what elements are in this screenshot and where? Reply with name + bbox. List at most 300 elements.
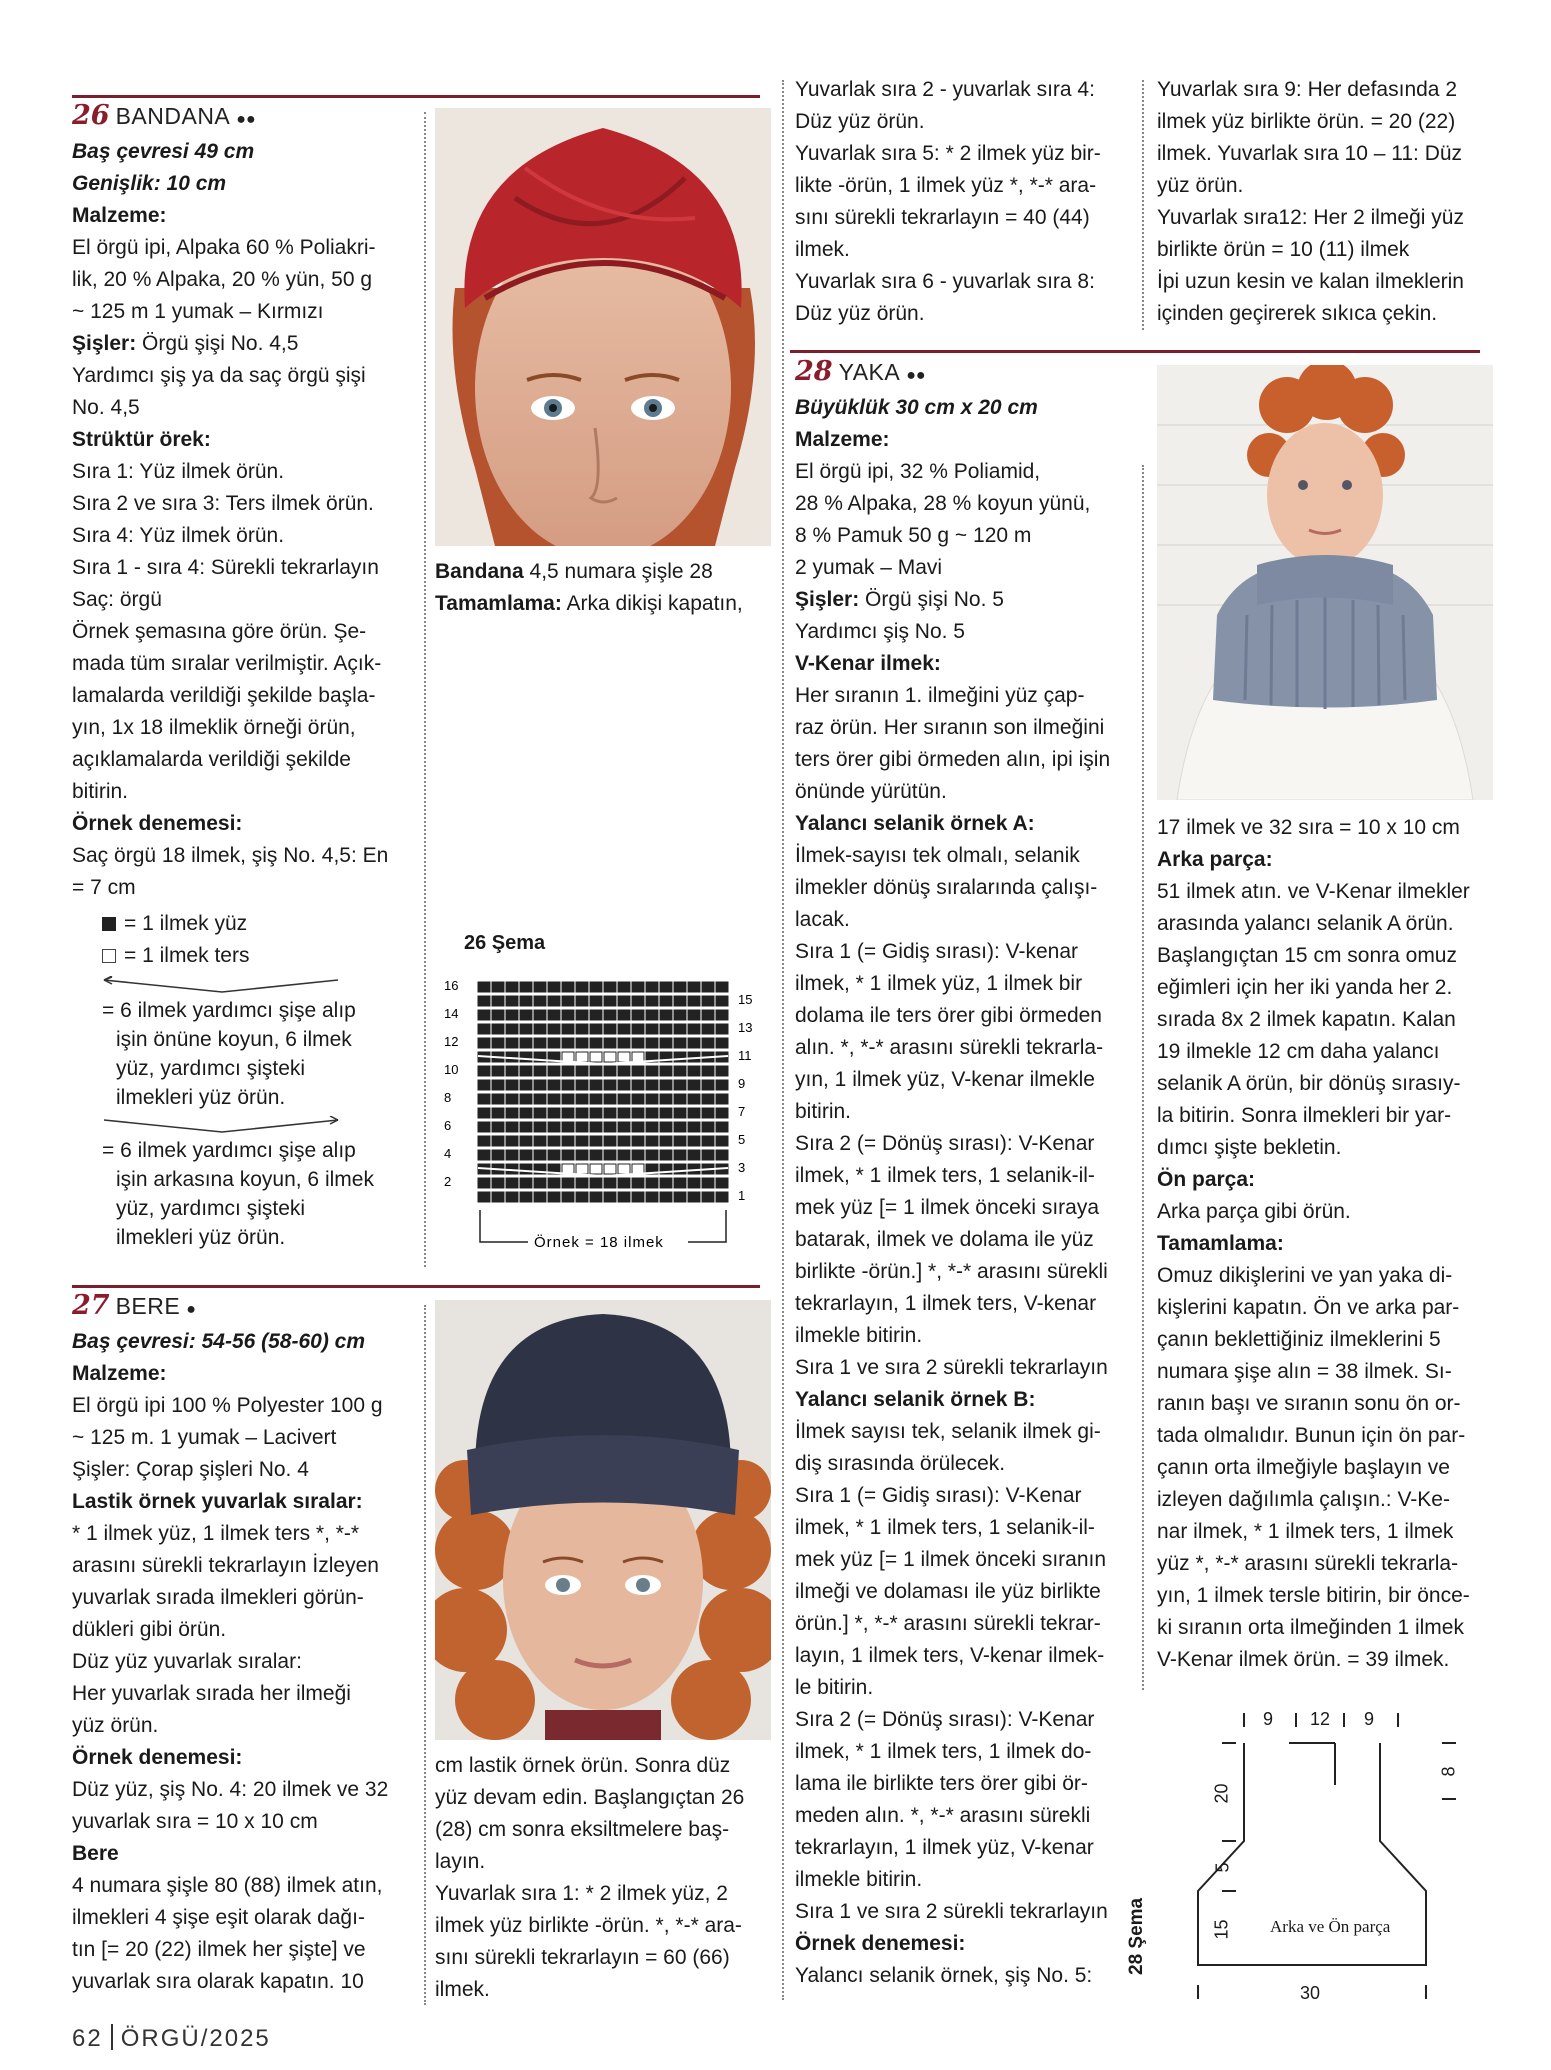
chart-cell — [702, 996, 714, 1006]
text-line: izleyen dağılımla çalışın.: V-Ke- — [1157, 1488, 1450, 1511]
chart-cell — [660, 1094, 672, 1104]
chart-cell — [576, 1052, 588, 1062]
text-line: ki sıranın orta ilmeğinden 1 ilmek — [1157, 1616, 1464, 1639]
text-line: raz örün. Her sıranın son ilmeğini — [795, 716, 1105, 739]
text-line: tın [= 20 (22) ilmek her şişte] ve — [72, 1938, 366, 1961]
text-line — [435, 556, 771, 588]
chart-cell — [534, 1066, 546, 1076]
text-line: 8 % Pamuk 50 g ~ 120 m — [795, 524, 1032, 547]
chart-cell — [660, 1080, 672, 1090]
text-line: çanın orta ilmeğiyle başlayın ve — [1157, 1456, 1450, 1479]
chart-cell — [534, 1094, 546, 1104]
section-28-header — [795, 356, 1135, 392]
row-label-right: 7 — [738, 1104, 746, 1119]
chart-cell — [492, 1108, 504, 1118]
chart-cell — [604, 1038, 616, 1048]
text-line: Büyüklük 30 cm x 20 cm — [795, 396, 1038, 419]
chart-cell — [632, 1150, 644, 1160]
schema-28 — [1126, 1705, 1468, 2015]
text-line: Yuvarlak sıra 2 - yuvarlak sıra 4: — [795, 78, 1095, 101]
text-line: ters örer gibi örmeden alın, ipi işin — [795, 748, 1111, 771]
chart-cell — [576, 1150, 588, 1160]
chart-cell — [632, 1038, 644, 1048]
chart-cell — [590, 1066, 602, 1076]
chart-cell — [506, 1192, 518, 1202]
chart-cell — [506, 1066, 518, 1076]
chart-cell — [660, 1150, 672, 1160]
chart-cell — [646, 1178, 658, 1188]
label: Şişler: — [795, 588, 860, 611]
chart-cell — [590, 1164, 602, 1174]
chart-cell — [674, 1080, 686, 1090]
legend-text-line: ilmekleri yüz örün. — [116, 1226, 286, 1249]
text-line: Örnek şemasına göre örün. Şe- — [72, 620, 367, 643]
text-line: Malzeme: — [72, 1362, 167, 1385]
text-line: V-Kenar ilmek örün. = 39 ilmek. — [1157, 1648, 1450, 1671]
chart-cell — [702, 1150, 714, 1160]
legend-text-line: yüz, yardımcı şişteki — [116, 1197, 306, 1220]
row-label-left: 12 — [444, 1034, 459, 1049]
chart-cell — [576, 1024, 588, 1034]
text-line: Sıra 1 ve sıra 2 sürekli tekrarlayın — [795, 1356, 1108, 1379]
chart-cell — [590, 1108, 602, 1118]
chart-cell — [520, 1080, 532, 1090]
schema-28-drawing — [1168, 1705, 1468, 2015]
text-line: Malzeme: — [795, 428, 890, 451]
chart-26-grid — [440, 966, 775, 1256]
chart-cell — [660, 982, 672, 992]
text-line: İlmek sayısı tek, selanik ilmek gi- — [795, 1420, 1101, 1443]
row-label-left: 10 — [444, 1062, 459, 1077]
text-line: Saç örgü 18 ilmek, şiş No. 4,5: En — [72, 844, 389, 867]
chart-cell — [548, 1122, 560, 1132]
chart-cell — [646, 1038, 658, 1048]
chart-cell — [562, 1122, 574, 1132]
chart-cell — [590, 1192, 602, 1202]
chart-cell — [660, 1178, 672, 1188]
chart-cell — [646, 1150, 658, 1160]
chart-cell — [478, 1178, 490, 1188]
schema-top-left: 9 — [1263, 1709, 1274, 1729]
chart-cell — [674, 1150, 686, 1160]
chart-cell — [478, 1108, 490, 1118]
chart-cell — [660, 1024, 672, 1034]
section-number: 28 — [795, 356, 833, 387]
row-label-left: 16 — [444, 978, 459, 993]
chart-cell — [492, 982, 504, 992]
chart-cell — [716, 1136, 728, 1146]
row-label-left: 8 — [444, 1090, 452, 1105]
text-line: ilmek yüz birlikte -örün. *, *-* ara- — [435, 1914, 742, 1937]
text-line: batarak, ilmek ve dolama ile yüz — [795, 1228, 1094, 1251]
text-line: İlmek-sayısı tek olmalı, selanik — [795, 844, 1080, 867]
chart-cell — [674, 1038, 686, 1048]
magazine-name: ÖRGÜ/2025 — [120, 2025, 271, 2052]
chart-26-title: 26 Şema — [464, 932, 546, 954]
column-divider-5 — [1142, 465, 1144, 1690]
chart-cell — [548, 1108, 560, 1118]
text-line: = 7 cm — [72, 876, 136, 899]
rule-26 — [72, 95, 760, 98]
chart-cell — [646, 1094, 658, 1104]
chart-cell — [590, 1122, 602, 1132]
chart-cell — [534, 1136, 546, 1146]
chart-cell — [562, 996, 574, 1006]
chart-cell — [562, 1108, 574, 1118]
text-line: selanik A örün, bir dönüş sırasıy- — [1157, 1072, 1461, 1095]
chart-cell — [604, 1192, 616, 1202]
page-number: 62 — [72, 2025, 103, 2052]
text-line: Yalancı selanik örnek A: — [795, 812, 1035, 835]
text-line: ilmek. — [435, 1978, 490, 2001]
chart-cell — [702, 1038, 714, 1048]
row-label-right: 5 — [738, 1132, 746, 1147]
chart-cell — [520, 1010, 532, 1020]
chart-cell — [520, 1024, 532, 1034]
chart-cell — [632, 1136, 644, 1146]
text-line: çanın beklettiğiniz ilmeklerini 5 — [1157, 1328, 1441, 1351]
text-line: meden alın. *, *-* arasını sürekli — [795, 1804, 1091, 1827]
chart-cell — [548, 1150, 560, 1160]
chart-cell — [604, 1150, 616, 1160]
section-27-text — [72, 1290, 412, 1998]
text-line: Yuvarlak sıra12: Her 2 ilmeği yüz — [1157, 206, 1464, 229]
chart-cell — [688, 1094, 700, 1104]
row-label-left: 4 — [444, 1146, 452, 1161]
text-line: Sıra 1: Yüz ilmek örün. — [72, 460, 285, 483]
text-line: cm lastik örnek örün. Sonra düz — [435, 1754, 731, 1777]
chart-cell — [632, 1024, 644, 1034]
chart-cell — [534, 1122, 546, 1132]
chart-cell — [492, 1038, 504, 1048]
text-line: Arka parça: — [1157, 848, 1273, 871]
text-line: Sıra 1 (= Gidiş sırası): V-kenar — [795, 940, 1079, 963]
chart-cell — [632, 1052, 644, 1062]
chart-cell — [492, 1010, 504, 1020]
chart-cell — [534, 982, 546, 992]
text-line: la bitirin. Sonra ilmekleri bir yar- — [1157, 1104, 1452, 1127]
chart-cell — [688, 1178, 700, 1188]
chart-cell — [716, 996, 728, 1006]
text-line: ~ 125 m. 1 yumak – Lacivert — [72, 1426, 337, 1449]
text-line: birlikte -örün.] *, *-* arasını sürekli — [795, 1260, 1108, 1283]
legend-text-line: işin önüne koyun, 6 ilmek — [116, 1028, 352, 1051]
chart-cell — [604, 1094, 616, 1104]
text-line: bitirin. — [795, 1100, 852, 1123]
text-line: birlikte örün = 10 (11) ilmek — [1157, 238, 1410, 261]
chart-cell — [478, 1038, 490, 1048]
chart-cell — [688, 1136, 700, 1146]
chart-cell — [716, 1192, 728, 1202]
section-title: YAKA — [838, 359, 901, 385]
chart-cell — [674, 982, 686, 992]
text-line: nar ilmek, * 1 ilmek ters, 1 ilmek — [1157, 1520, 1454, 1543]
chart-cell — [520, 1066, 532, 1076]
text-line: Düz yüz yuvarlak sıralar: — [72, 1650, 302, 1673]
chart-cell — [548, 1192, 560, 1202]
text-line: Baş çevresi: 54-56 (58-60) cm — [72, 1330, 366, 1353]
text-line: ilmekle bitirin. — [795, 1324, 923, 1347]
section-title: BANDANA — [115, 103, 231, 129]
chart-cell — [702, 1094, 714, 1104]
chart-cell — [492, 996, 504, 1006]
chart-cell — [548, 1066, 560, 1076]
text-line: El örgü ipi 100 % Polyester 100 g — [72, 1394, 383, 1417]
row-label-left: 2 — [444, 1174, 452, 1189]
schema-left-mid: 5 — [1212, 1862, 1233, 1873]
chart-cell — [674, 1108, 686, 1118]
section-27-body — [72, 1326, 412, 1998]
text-line: ilmek, * 1 ilmek ters, 1 selanik-il- — [795, 1516, 1095, 1539]
chart-cell — [506, 1080, 518, 1090]
chart-cell — [478, 1066, 490, 1076]
chart-cell — [618, 1038, 630, 1048]
text-line: Örnek denemesi: — [795, 1932, 966, 1955]
chart-cell — [674, 1052, 686, 1062]
schema-28-title: 28 Şema — [1126, 1897, 1147, 1975]
text-line: 2 yumak – Mavi — [795, 556, 943, 579]
chart-cell — [478, 1150, 490, 1160]
text-line: mek yüz [= 1 ilmek önceki sıraya — [795, 1196, 1100, 1219]
chart-cell — [660, 1122, 672, 1132]
text-line: Yuvarlak sıra 1: * 2 ilmek yüz, 2 — [435, 1882, 728, 1905]
chart-cell — [674, 1010, 686, 1020]
text-line: ilmekleri 4 şişe eşit olarak dağı- — [72, 1906, 365, 1929]
cable-back-symbol — [102, 1116, 342, 1136]
text-line: 28 % Alpaka, 28 % koyun yünü, — [795, 492, 1091, 515]
chart-cell — [632, 996, 644, 1006]
chart-cell — [590, 1024, 602, 1034]
text-line: No. 4,5 — [72, 396, 140, 419]
chart-cell — [604, 1080, 616, 1090]
text-line: Omuz dikişlerini ve yan yaka di- — [1157, 1264, 1453, 1287]
chart-cell — [576, 1094, 588, 1104]
chart-cell — [618, 1024, 630, 1034]
text-line: * 1 ilmek yüz, 1 ilmek ters *, *-* — [72, 1522, 360, 1545]
chart-cell — [674, 1164, 686, 1174]
chart-cell — [632, 1010, 644, 1020]
text-line: dolama ile ters örer gibi örmeden — [795, 1004, 1102, 1027]
chart-cell — [716, 1178, 728, 1188]
text-line: (28) cm sonra eksiltmelere baş- — [435, 1818, 730, 1841]
chart-cell — [562, 1094, 574, 1104]
chart-cell — [576, 1178, 588, 1188]
chart-cell — [632, 1066, 644, 1076]
chart-cell — [674, 1094, 686, 1104]
chart-cell — [716, 1038, 728, 1048]
chart-cell — [562, 1136, 574, 1146]
bandana-photo — [435, 108, 771, 546]
chart-cell — [576, 1108, 588, 1118]
section-title: BERE — [115, 1293, 181, 1319]
chart-cell — [506, 1178, 518, 1188]
text-line: yuvarlak sıra = 10 x 10 cm — [72, 1810, 318, 1833]
row-label-right: 15 — [738, 992, 753, 1007]
text-line: Sıra 4: Yüz ilmek örün. — [72, 524, 285, 547]
text-line: Strüktür örek: — [72, 428, 211, 451]
legend-text-line: yüz, yardımcı şişteki — [116, 1057, 306, 1080]
chart-cell — [576, 1066, 588, 1076]
legend-cable-front — [102, 996, 412, 1112]
chart-cell — [506, 1136, 518, 1146]
chart-cell — [492, 1192, 504, 1202]
chart-cell — [646, 1122, 658, 1132]
chart-cell — [618, 1052, 630, 1062]
chart-cell — [534, 1178, 546, 1188]
chart-cell — [520, 1094, 532, 1104]
chart-cell — [562, 1038, 574, 1048]
chart-cell — [632, 1192, 644, 1202]
chart-cell — [618, 1122, 630, 1132]
chart-cell — [646, 1010, 658, 1020]
schema-left-bottom: 15 — [1211, 1919, 1232, 1940]
chart-cell — [604, 982, 616, 992]
chart-cell — [534, 1108, 546, 1118]
section-number: 26 — [72, 100, 110, 131]
chart-cell — [548, 982, 560, 992]
chart-cell — [646, 982, 658, 992]
text-line: yüz *, *-* arasını sürekli tekrarla- — [1157, 1552, 1459, 1575]
chart-cell — [618, 982, 630, 992]
text-line: Yardımcı şiş No. 5 — [795, 620, 965, 643]
row-label-right: 1 — [738, 1188, 746, 1203]
text-line: Sıra 2 ve sıra 3: Ters ilmek örün. — [72, 492, 374, 515]
row-label-left: 6 — [444, 1118, 452, 1133]
chart-cell — [520, 982, 532, 992]
text-line: mada tüm sıralar verilmiştir. Açık- — [72, 652, 382, 675]
chart-cell — [576, 1192, 588, 1202]
chart-cell — [478, 1122, 490, 1132]
text-line: yuvarlak sırada ilmekleri görün- — [72, 1586, 364, 1609]
chart-cell — [520, 1192, 532, 1202]
chart-cell — [492, 1122, 504, 1132]
text-line: kişlerini kapatın. Ön ve arka par- — [1157, 1296, 1460, 1319]
text-line — [435, 588, 771, 620]
section-28-body — [795, 392, 1135, 1992]
chart-cell — [604, 1178, 616, 1188]
text-line: Her sıranın 1. ilmeğini yüz çap- — [795, 684, 1085, 707]
text-line: ranın başı ve sıranın sonu ön or- — [1157, 1392, 1461, 1415]
chart-cell — [618, 1136, 630, 1146]
hat-photo — [435, 1300, 771, 1740]
chart-cell — [534, 1010, 546, 1020]
chart-cell — [534, 1150, 546, 1160]
text-line: arasında yalancı selanik A örün. — [1157, 912, 1454, 935]
text-line: Her yuvarlak sırada her ilmeği — [72, 1682, 351, 1705]
text-line: ilmeği ve dolaması ile yüz birlikte — [795, 1580, 1101, 1603]
chart-legend — [72, 908, 412, 1252]
chart-cell — [576, 1010, 588, 1020]
chart-cell — [520, 1108, 532, 1118]
chart-cell — [590, 1010, 602, 1020]
row-label-right: 13 — [738, 1020, 753, 1035]
chart-cell — [660, 1038, 672, 1048]
legend-knit: = 1 ilmek yüz — [102, 908, 412, 940]
chart-cell — [562, 1080, 574, 1090]
chart-cell — [548, 1178, 560, 1188]
collar-photo — [1157, 365, 1493, 800]
chart-cell — [576, 1122, 588, 1132]
text-line: bitirin. — [72, 780, 129, 803]
chart-cell — [506, 1122, 518, 1132]
text-line: V-Kenar ilmek: — [795, 652, 941, 675]
chart-cell — [534, 1192, 546, 1202]
text-line: dımcı şişte bekletin. — [1157, 1136, 1342, 1159]
text-line: lama ile birlikte ters örer gibi ör- — [795, 1772, 1088, 1795]
chart-cell — [688, 1038, 700, 1048]
chart-cell — [562, 982, 574, 992]
chart-cell — [478, 1136, 490, 1146]
text-line: 51 ilmek atın. ve V-Kenar ilmekler — [1157, 880, 1470, 903]
text-line: Tamamlama: — [1157, 1232, 1284, 1255]
value: Örgü şişi No. 4,5 — [136, 332, 299, 355]
chart-cell — [660, 1010, 672, 1020]
text-line: alın. *, *-* arasını sürekli tekrarla- — [795, 1036, 1104, 1059]
text-line: Düz yüz örün. — [795, 302, 925, 325]
page-footer — [72, 2024, 271, 2053]
text-line: Yuvarlak sıra 6 - yuvarlak sıra 8: — [795, 270, 1095, 293]
text-line: Malzeme: — [72, 204, 167, 227]
text-line: içinden geçirerek sıkıca çekin. — [1157, 302, 1438, 325]
chart-cell — [520, 1052, 532, 1062]
chart-cell — [576, 1136, 588, 1146]
difficulty-dots: ●● — [236, 111, 256, 128]
chart-cell — [520, 1136, 532, 1146]
chart-cell — [618, 1192, 630, 1202]
difficulty-dots: ● — [186, 1301, 196, 1318]
chart-cell — [702, 1192, 714, 1202]
cable-front-symbol — [102, 976, 342, 996]
chart-cell — [534, 1024, 546, 1034]
chart-cell — [590, 1052, 602, 1062]
text-line — [72, 328, 412, 360]
text-line: Bere — [72, 1842, 119, 1865]
chart-cell — [660, 1192, 672, 1202]
schema-top-right: 9 — [1364, 1709, 1375, 1729]
schema-piece-label: Arka ve Ön parça — [1270, 1917, 1391, 1936]
chart-cell — [632, 1164, 644, 1174]
chart-cell — [576, 1164, 588, 1174]
text-line: Lastik örnek yuvarlak sıralar: — [72, 1490, 363, 1513]
text-line: sını sürekli tekrarlayın = 40 (44) — [795, 206, 1090, 229]
text-line: diş sırasında örülecek. — [795, 1452, 1006, 1475]
chart-cell — [478, 1080, 490, 1090]
repeat-label: Örnek = 18 ilmek — [534, 1234, 664, 1251]
chart-cell — [716, 1122, 728, 1132]
text-line: 4 numara şişle 80 (88) ilmek atın, — [72, 1874, 383, 1897]
value: Örgü şişi No. 5 — [859, 588, 1004, 611]
chart-cell — [590, 1136, 602, 1146]
rule-28 — [790, 350, 1480, 353]
chart-cell — [506, 1038, 518, 1048]
chart-cell — [506, 1108, 518, 1118]
chart-cell — [646, 1066, 658, 1076]
text-line: ~ 125 m 1 yumak – Kırmızı — [72, 300, 324, 323]
chart-cell — [632, 1080, 644, 1090]
chart-cell — [716, 1108, 728, 1118]
chart-cell — [604, 1164, 616, 1174]
chart-cell — [702, 1136, 714, 1146]
chart-cell — [660, 996, 672, 1006]
text-line: likte -örün, 1 ilmek yüz *, *-* ara- — [795, 174, 1097, 197]
chart-cell — [604, 1066, 616, 1076]
chart-cell — [632, 982, 644, 992]
chart-cell — [646, 1108, 658, 1118]
chart-cell — [688, 996, 700, 1006]
text-line: önünde yürütün. — [795, 780, 947, 803]
section-26-body — [72, 136, 412, 904]
text-line: ilmek, * 1 ilmek ters, 1 selanik-il- — [795, 1164, 1095, 1187]
